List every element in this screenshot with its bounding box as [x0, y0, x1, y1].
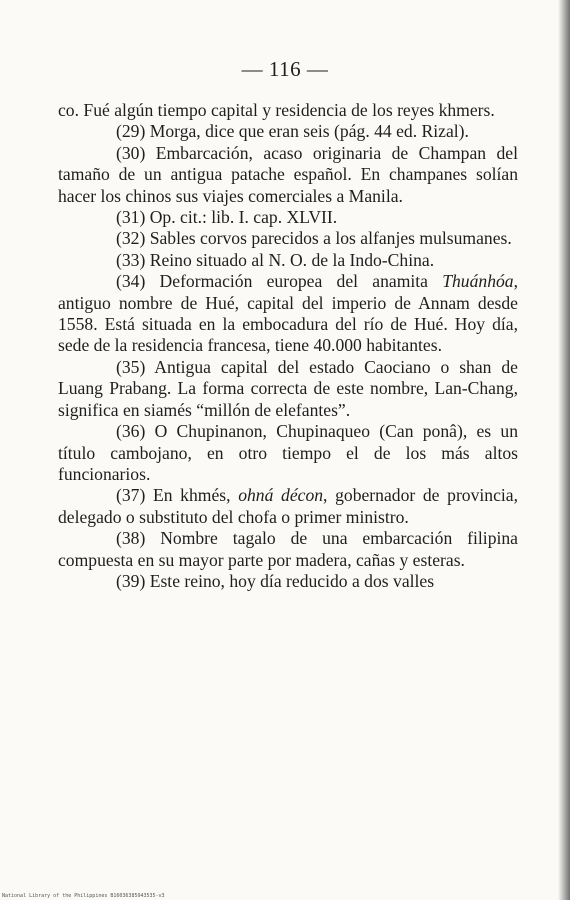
- page-number: — 116 —: [241, 57, 329, 81]
- page-edge-shadow: [558, 0, 570, 900]
- footnote-39: (39) Este reino, hoy día reducido a dos valles: [116, 570, 435, 591]
- footnote-37: [58, 485, 518, 528]
- footnotes-body: [58, 100, 518, 592]
- footnote-30: (30) Embarcación, acaso originaria de Champan del tamaño de un antigua patache español. En champanes solían hacer los chinos sus viajes comerciales a Manila.: [58, 142, 518, 206]
- footnote-38: (38) Nombre tagalo de una embarcación filipina compuesta en su mayor parte por madera, cañas y esteras.: [58, 528, 518, 570]
- footnote-29: (29) Morga, dice que eran seis (pág. 44 ed. Rizal).: [116, 121, 469, 142]
- footnote-34-italic-term: Thuánhóa: [442, 271, 514, 292]
- paragraph-continuation: co. Fué algún tiempo capital y residencia de los reyes khmers.: [58, 100, 495, 120]
- footnote-34-text-b: , antiguo nombre de Hué, capital del imperio de Annam desde 1558. Está situada en la embocadura del río de Hué. Hoy día, sede de la residencia francesa, tiene 40.000 habitantes.: [58, 271, 518, 356]
- footnote-37-italic-term: ohná décon: [238, 485, 324, 506]
- footnote-35: (35) Antigua capital del estado Caociano o shan de Luang Prabang. La forma correcta de este nombre, Lan-Chang, significa en siamés “millón de elefantes”.: [58, 356, 518, 420]
- footnote-34-text-a: (34) Deformación europea del anamita: [116, 271, 443, 292]
- footnote-37-text-b: , gobernador de provincia, delegado o substituto del chofa o primer ministro.: [58, 485, 518, 527]
- footnote-31: (31) Op. cit.: lib. I. cap. XLVII.: [116, 207, 338, 228]
- scan-footer: National Library of the Philippines B16036385943535-v3: [2, 893, 165, 899]
- footnote-36: (36) O Chupinanon, Chupinaqueo (Can ponâ), es un título cambojano, en otro tiempo el de los más altos funcionarios.: [58, 421, 518, 484]
- footnote-33: (33) Reino situado al N. O. de la Indo-China.: [116, 249, 435, 270]
- footnote-37-text-a: (37) En khmés,: [116, 485, 239, 506]
- footnote-34: [58, 271, 518, 357]
- footnote-32: (32) Sables corvos parecidos a los alfanjes mulsumanes.: [116, 228, 512, 249]
